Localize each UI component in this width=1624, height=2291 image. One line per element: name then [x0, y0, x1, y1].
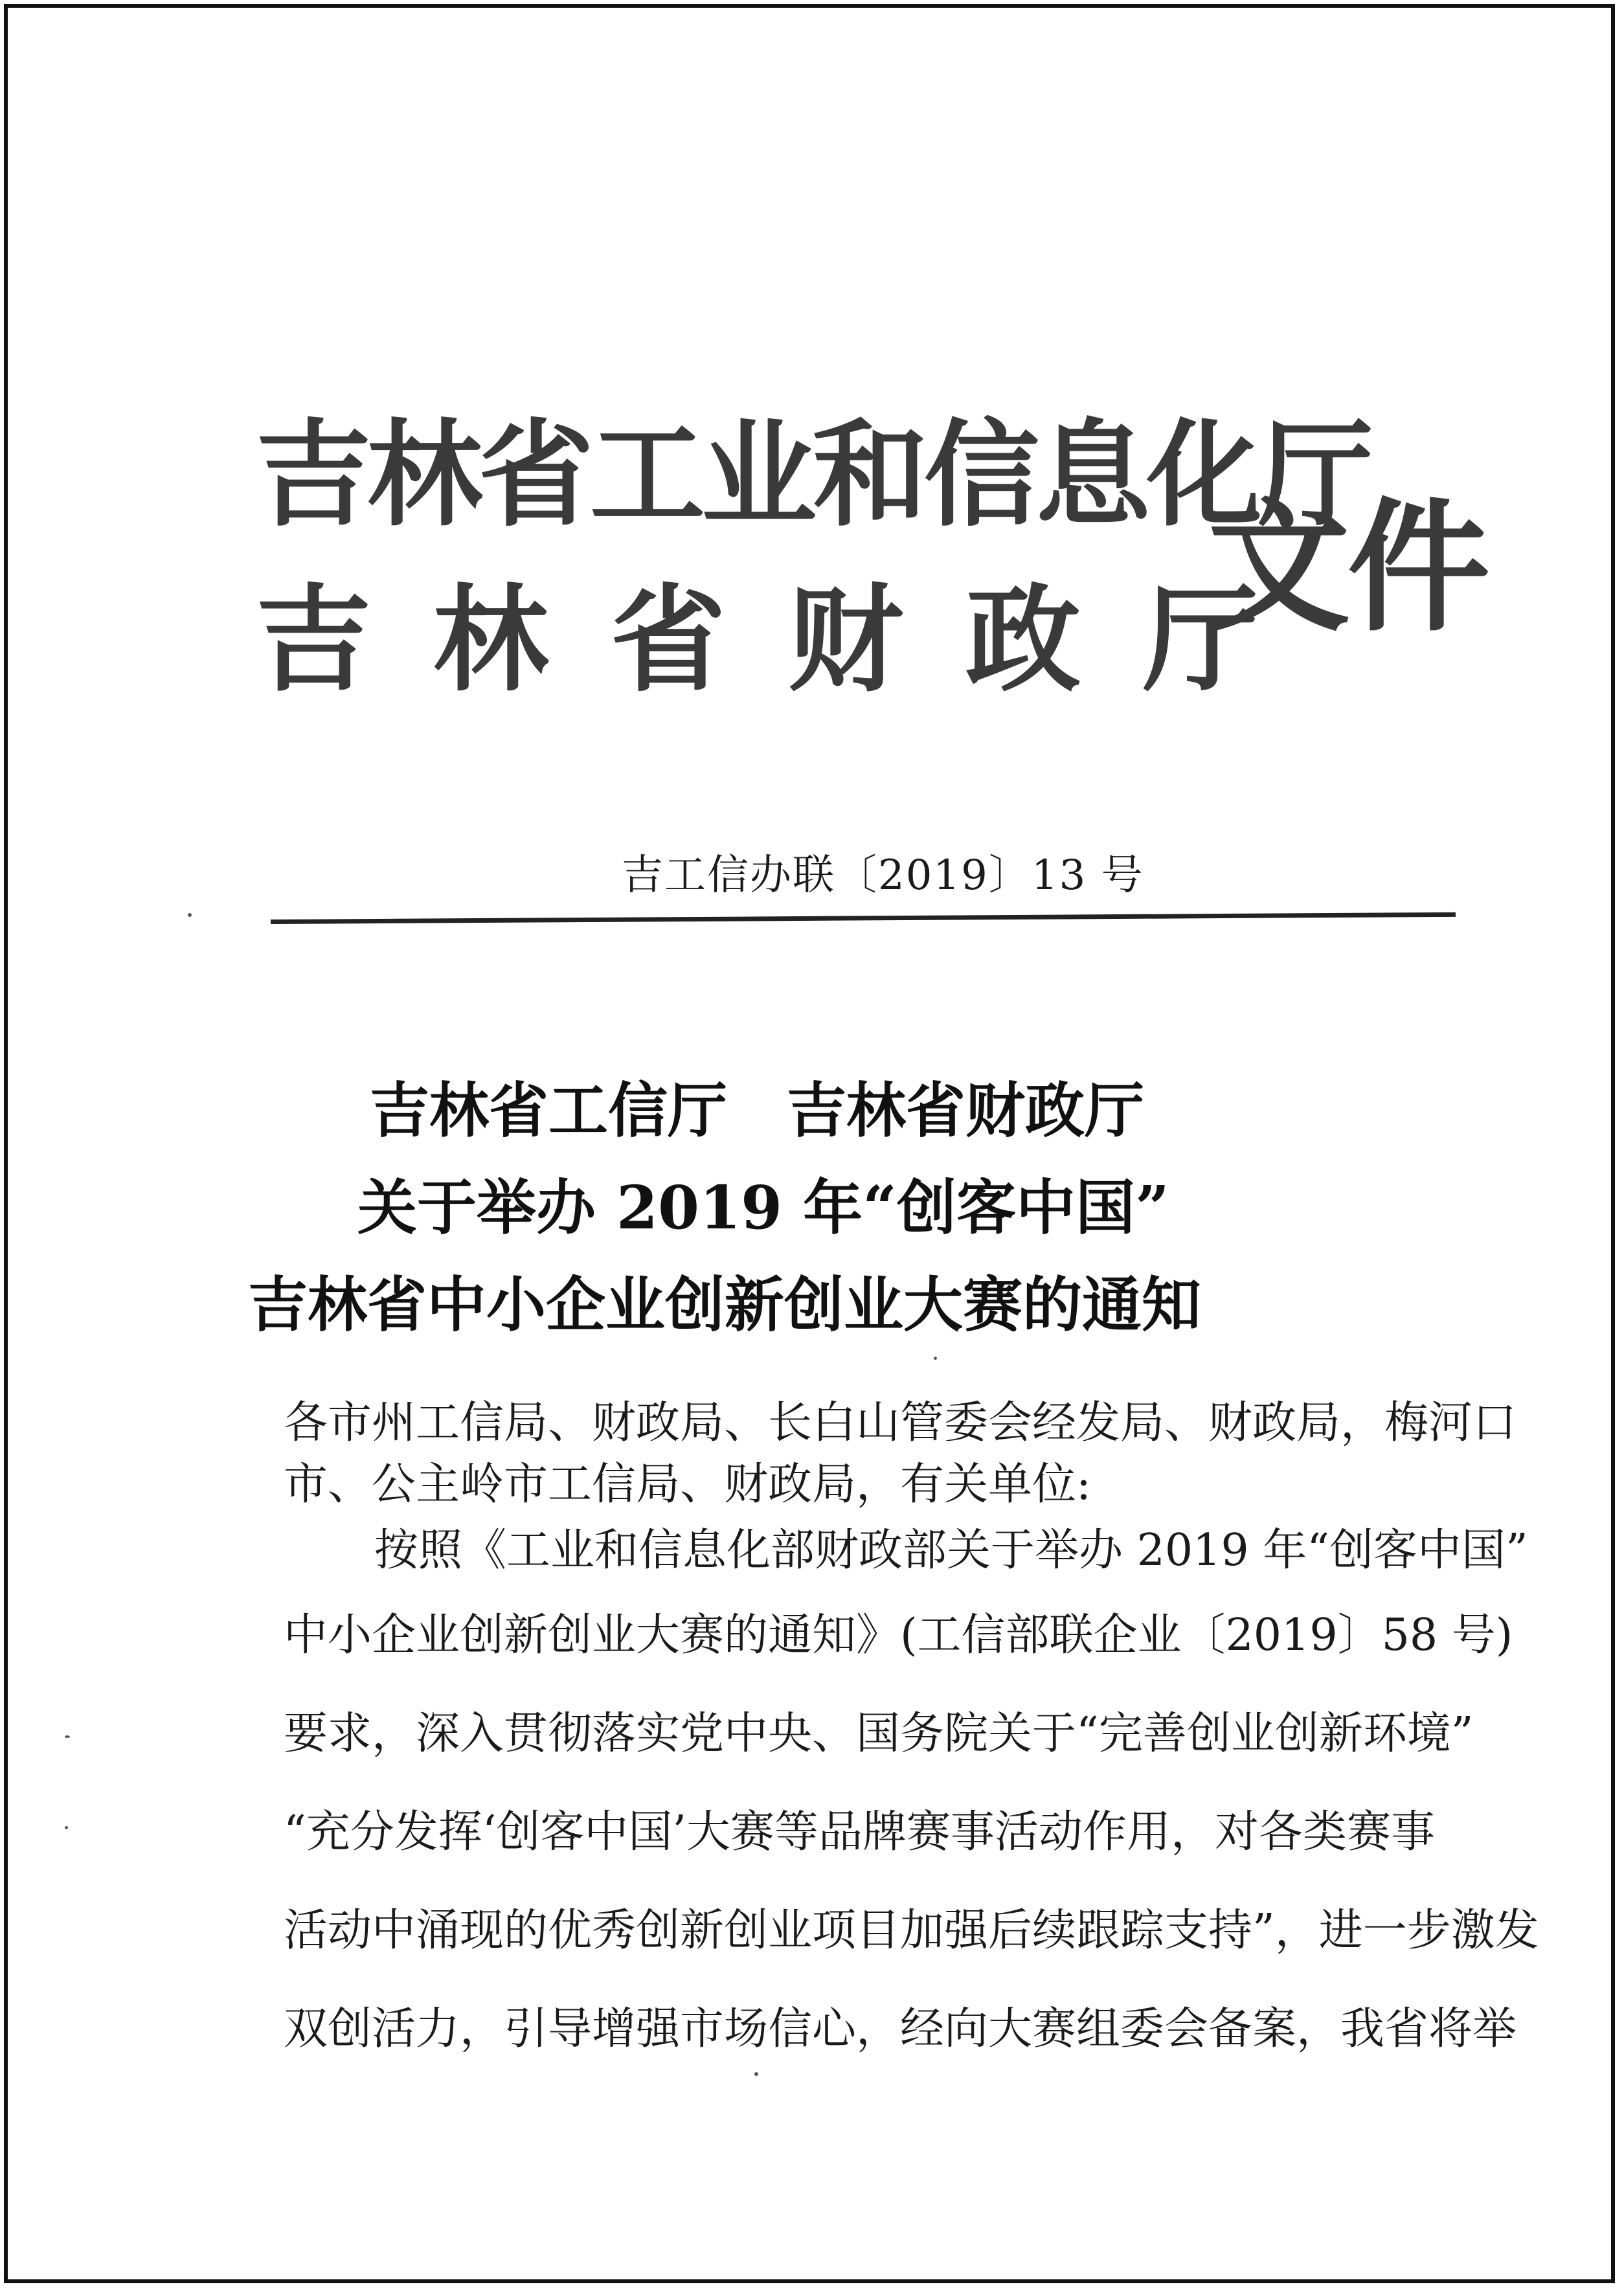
body-line: 活动中涌现的优秀创新创业项目加强后续跟踪支持”，进一步激发	[284, 1905, 1539, 1956]
scan-speck	[754, 2072, 758, 2076]
document-header	[256, 363, 1486, 712]
addressee-line: 各市州工信局、财政局、长白山管委会经发局、财政局，梅河口	[284, 1397, 1517, 1449]
body-line: 中小企业创新创业大赛的通知》(工信部联企业〔2019〕58 号)	[284, 1610, 1513, 1661]
scan-speck	[934, 1357, 937, 1360]
title-line-3: 吉林省中小企业创新创业大赛的通知	[247, 1270, 1201, 1340]
document-type-label: 文件	[1208, 485, 1488, 651]
addressee-line: 市、公主岭市工信局、财政局，有关单位:	[284, 1459, 1091, 1510]
body-line: 按照《工业和信息化部财政部关于举办 2019 年“创客中国”	[374, 1525, 1528, 1576]
scan-speck	[188, 913, 192, 917]
document-body	[284, 1392, 1539, 2079]
issuer-name-1: 吉林省工业和信息化厅	[256, 408, 1370, 542]
issuer-name-2: 吉林省财政厅	[256, 573, 1320, 707]
document-title	[0, 1062, 1624, 1353]
body-line: “充分发挥‘创客中国’大赛等品牌赛事活动作用，对各类赛事	[284, 1807, 1435, 1858]
document-number: 吉工信办联〔2019〕13 号	[622, 852, 1144, 899]
body-paragraph	[284, 1515, 1539, 2079]
title-line-2: 关于举办 2019 年“创客中国”	[357, 1173, 1169, 1243]
body-line: 要求，深入贯彻落实党中央、国务院关于“完善创业创新环境”	[284, 1708, 1474, 1759]
body-line: 双创活力，引导增强市场信心，经向大赛组委会备案，我省将举	[284, 2003, 1517, 2055]
addressee	[284, 1392, 1517, 1515]
title-line-1: 吉林省工信厅 吉林省财政厅	[369, 1076, 1144, 1146]
scan-speck	[65, 1735, 70, 1738]
scan-speck	[65, 1826, 68, 1829]
